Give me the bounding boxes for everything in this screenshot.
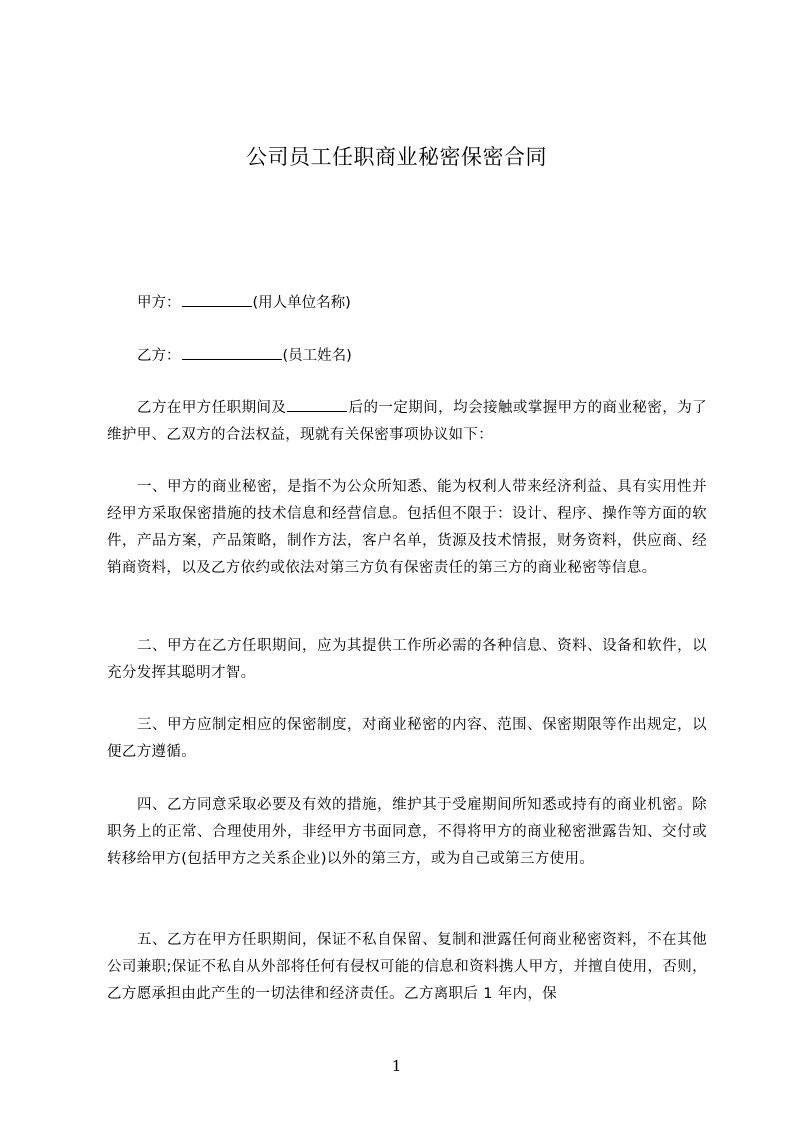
intro-text-after: 后的一定期间，均会接触或掌握甲方的商业秘密，为了维护甲、乙双方的合法权益，现就有关保密事项协议如下： [107,400,708,443]
party-a-note: (用人单位名称) [252,295,351,311]
clause-3: 三、甲方应制定相应的保密制度，对商业秘密的内容、范围、保密期限等作出规定，以便乙方遵循。 [107,717,707,760]
party-a-line [137,292,351,313]
intro-text-before: 乙方在甲方任职期间及 [137,400,287,416]
clause-4: 四、乙方同意采取必要及有效的措施，维护其于受雇期间所知悉或持有的商业机密。除职务上的正常、合理使用外，非经甲方书面同意，不得将甲方的商业秘密泄露告知、交付或转移给甲方(包括甲方之关系企业)以外的第三方，或为自己或第三方使用。 [107,797,707,867]
clause-5: 五、乙方在甲方任职期间，保证不私自保留、复制和泄露任何商业秘密资料，不在其他公司兼职;保证不私自从外部将任何有侵权可能的信息和资料携人甲方，并擅自使用，否则，乙方愿承担由此产生的一切法律和经济责任。乙方离职后 1 年内，保 [107,932,707,1002]
page-number: 1 [391,1057,402,1075]
document-title: 公司员工任职商业秘密保密合同 [246,145,547,169]
party-b-blank [182,345,282,360]
clause-1: 一、甲方的商业秘密，是指不为公众所知悉、能为权利人带来经济利益、具有实用性并经甲方采取保密措施的技术信息和经营信息。包括但不限于：设计、程序、操作等方面的软件，产品方案，产品策略，制作方法，客户名单，货源及技术情报，财务资料，供应商、经销商资料，以及乙方依约或依法对第三方负有保密责任的第三方的商业秘密等信息。 [107,479,707,576]
party-a-blank [182,292,252,307]
intro-paragraph [107,395,707,449]
party-b-note: (员工姓名) [282,348,352,364]
party-b-line [137,345,352,366]
intro-blank [287,397,347,412]
party-a-label: 甲方： [137,295,181,311]
party-b-label: 乙方： [137,348,181,364]
clause-2: 二、甲方在乙方任职期间，应为其提供工作所必需的各种信息、资料、设备和软件，以充分发挥其聪明才智。 [107,638,707,681]
